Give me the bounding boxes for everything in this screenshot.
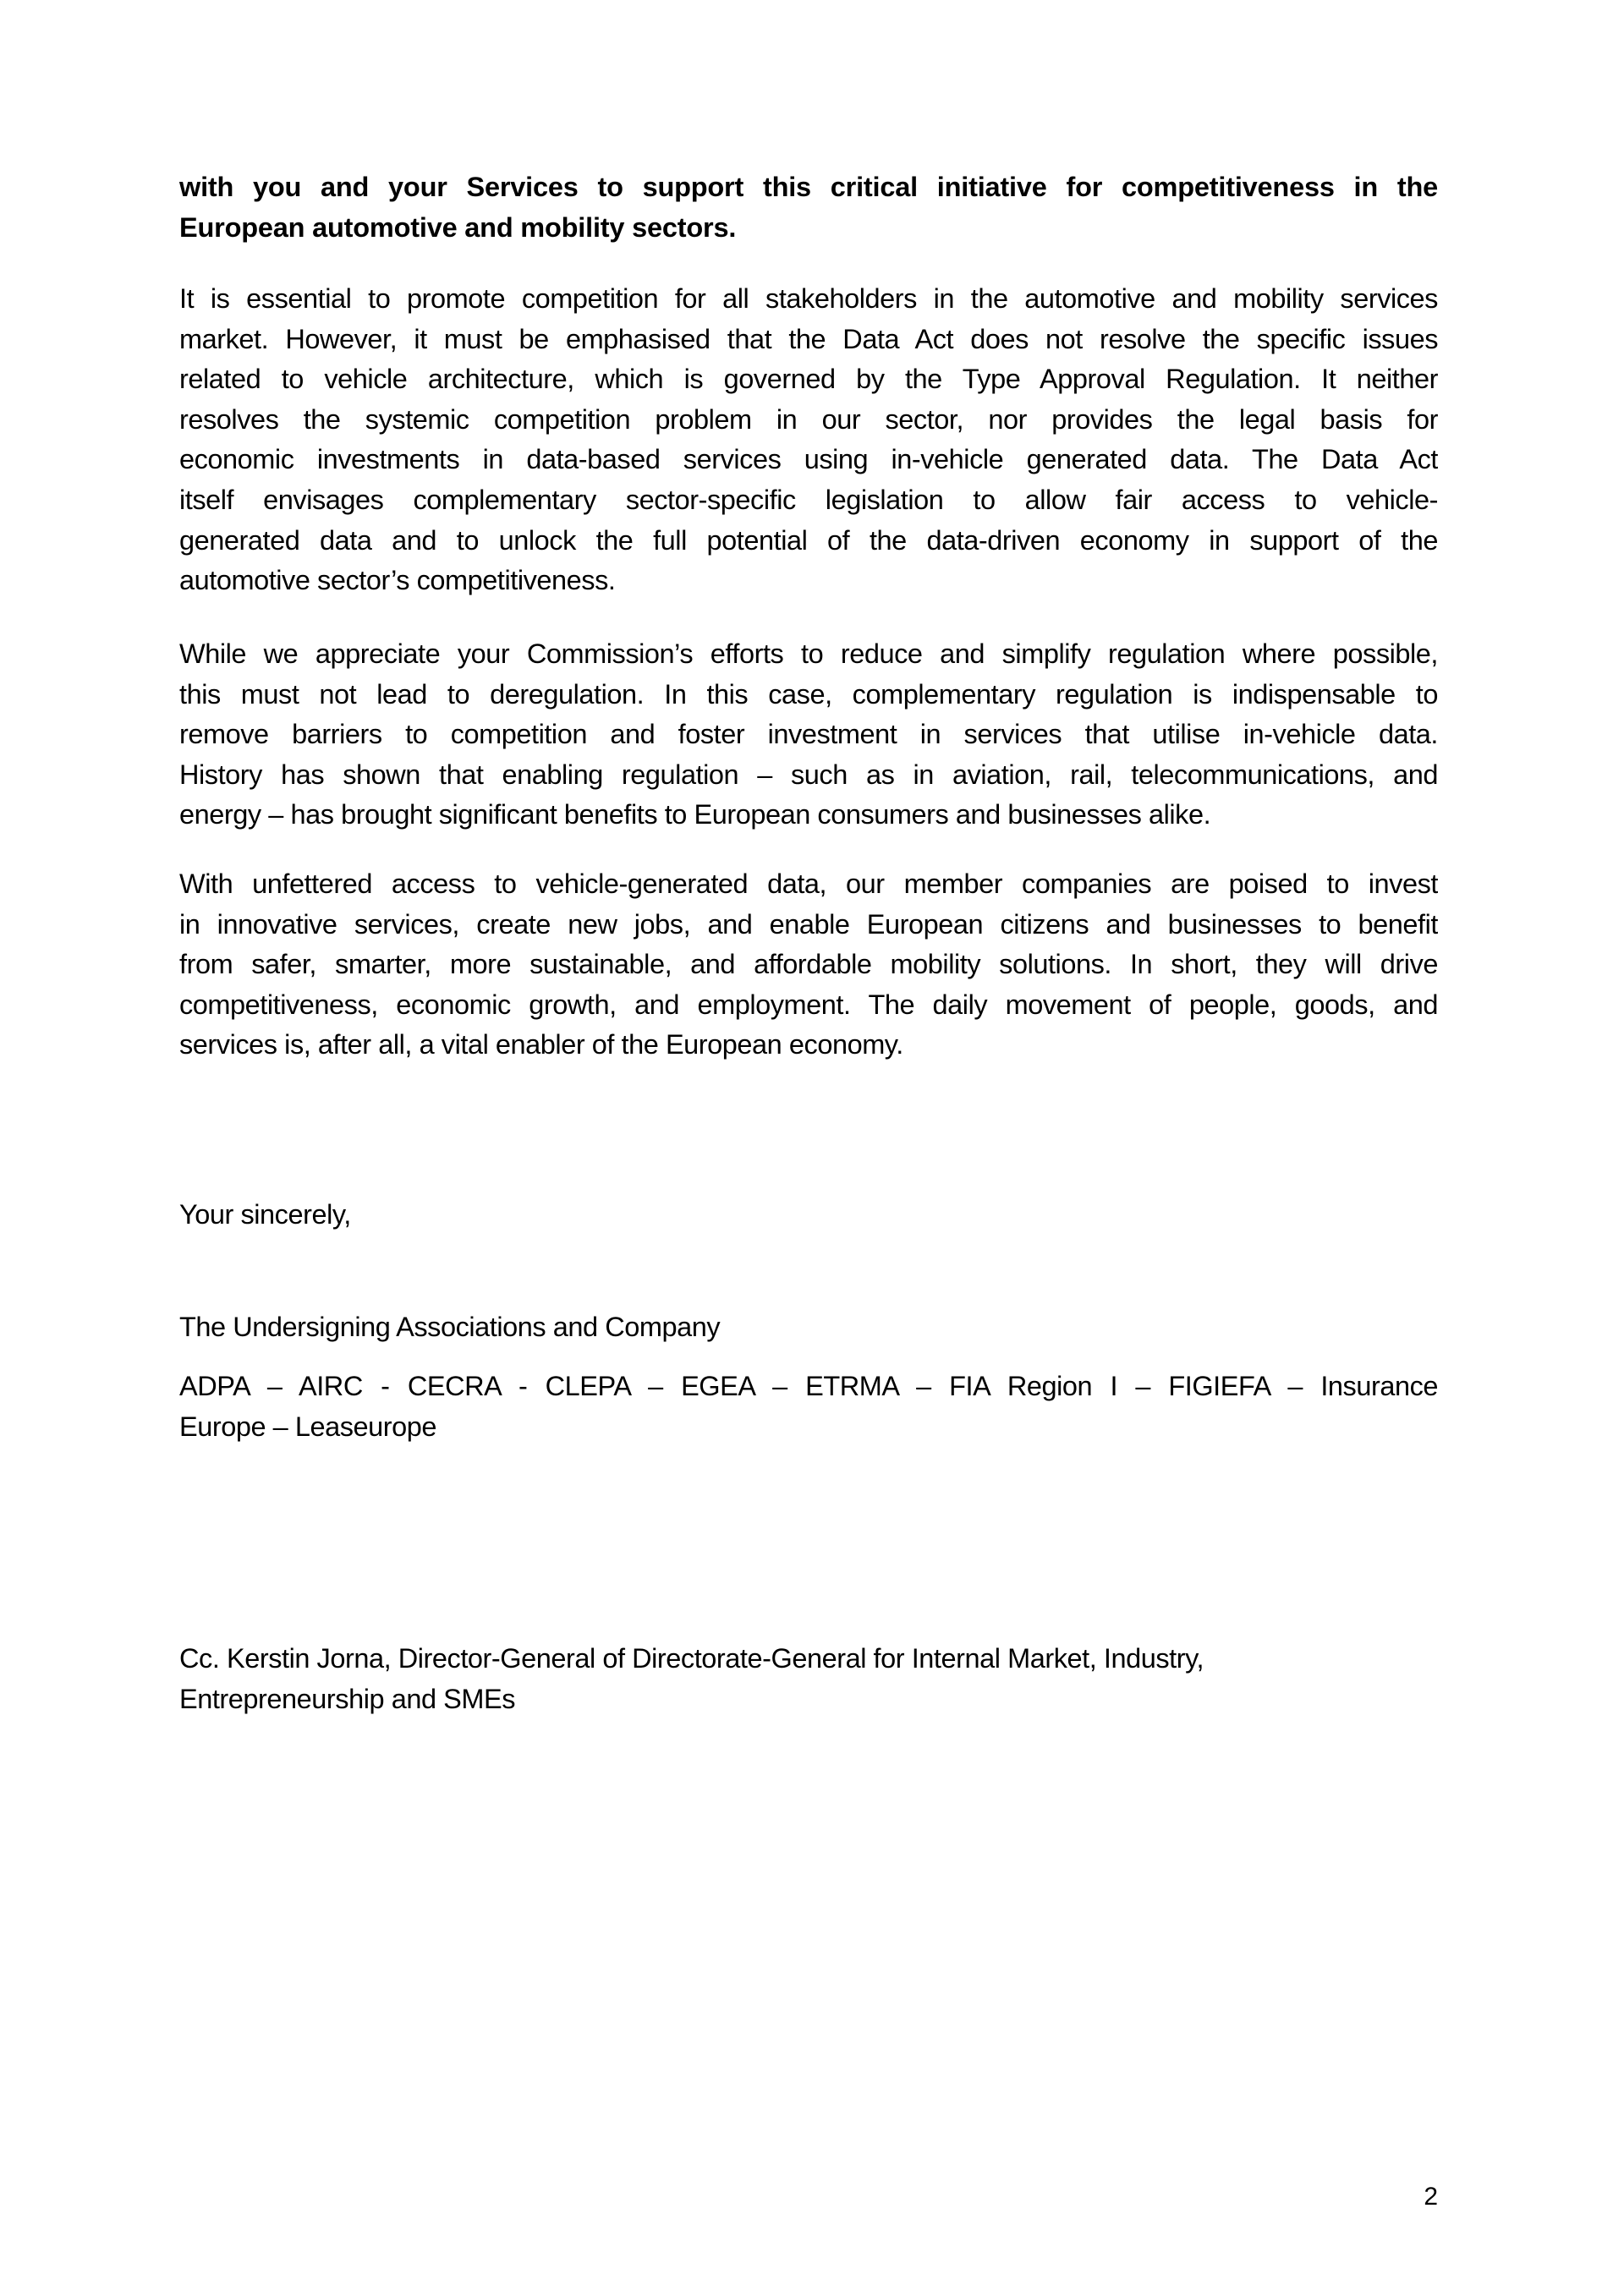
text-line: this must not lead to deregulation. In this case, complementary regulation is indispensable to	[179, 678, 1438, 710]
paragraph-data-act	[179, 279, 1438, 601]
closing-salutation	[179, 1195, 1438, 1236]
text-line: generated data and to unlock the full potential of the data-driven economy in support of the	[179, 524, 1438, 556]
associations-list	[179, 1367, 1438, 1447]
text-line: from safer, smarter, more sustainable, and affordable mobility solutions. In short, they will drive	[179, 949, 1438, 980]
paragraph-access	[179, 864, 1438, 1066]
paragraph-regulation	[179, 634, 1438, 836]
text-line: European automotive and mobility sectors.	[179, 211, 737, 243]
text-line: energy – has brought significant benefits to European consumers and businesses alike.	[179, 799, 1211, 830]
text-line: related to vehicle architecture, which is governed by the Type Approval Regulation. It neither	[179, 364, 1438, 395]
signatory-text: The Undersigning Associations and Company	[179, 1312, 721, 1342]
text-line: It is essential to promote competition for all stakeholders in the automotive and mobility services	[179, 283, 1438, 314]
text-line: market. However, it must be emphasised that the Data Act does not resolve the specific issues	[179, 323, 1438, 354]
cc-recipient	[179, 1639, 1438, 1719]
page-number: 2	[1424, 2183, 1438, 2211]
text-line: resolves the systemic competition problem in our sector, nor provides the legal basis for	[179, 403, 1438, 435]
text-line: competitiveness, economic growth, and employment. The daily movement of people, goods, and	[179, 989, 1438, 1020]
text-line: itself envisages complementary sector-specific legislation to allow fair access to vehicle-	[179, 484, 1438, 515]
text-line: remove barriers to competition and foster investment in services that utilise in-vehicle data.	[179, 719, 1438, 750]
closing-text: Your sincerely,	[179, 1199, 351, 1230]
intro-bold-paragraph	[179, 167, 1438, 248]
text-line: services is, after all, a vital enabler of the European economy.	[179, 1029, 903, 1060]
text-line: in innovative services, create new jobs, and enable European citizens and businesses to benefit	[179, 908, 1438, 940]
text-line: Cc. Kerstin Jorna, Director-General of Directorate-General for Internal Market, Industry,	[179, 1643, 1204, 1674]
text-line: with you and your Services to support this critical initiative for competitiveness in the	[179, 172, 1438, 202]
text-line: While we appreciate your Commission’s efforts to reduce and simplify regulation where possible,	[179, 638, 1438, 669]
text-line: ADPA – AIRC - CECRA - CLEPA – EGEA – ETRMA – FIA Region I – FIGIEFA – Insurance	[179, 1371, 1438, 1401]
signatory	[179, 1307, 1438, 1348]
text-line: History has shown that enabling regulation – such as in aviation, rail, telecommunications, and	[179, 759, 1438, 790]
text-line: Europe – Leaseurope	[179, 1411, 437, 1442]
text-line: automotive sector’s competitiveness.	[179, 565, 616, 596]
text-line: With unfettered access to vehicle-generated data, our member companies are poised to invest	[179, 869, 1438, 899]
text-line: Entrepreneurship and SMEs	[179, 1683, 516, 1714]
text-line: economic investments in data-based services using in-vehicle generated data. The Data Act	[179, 444, 1438, 475]
